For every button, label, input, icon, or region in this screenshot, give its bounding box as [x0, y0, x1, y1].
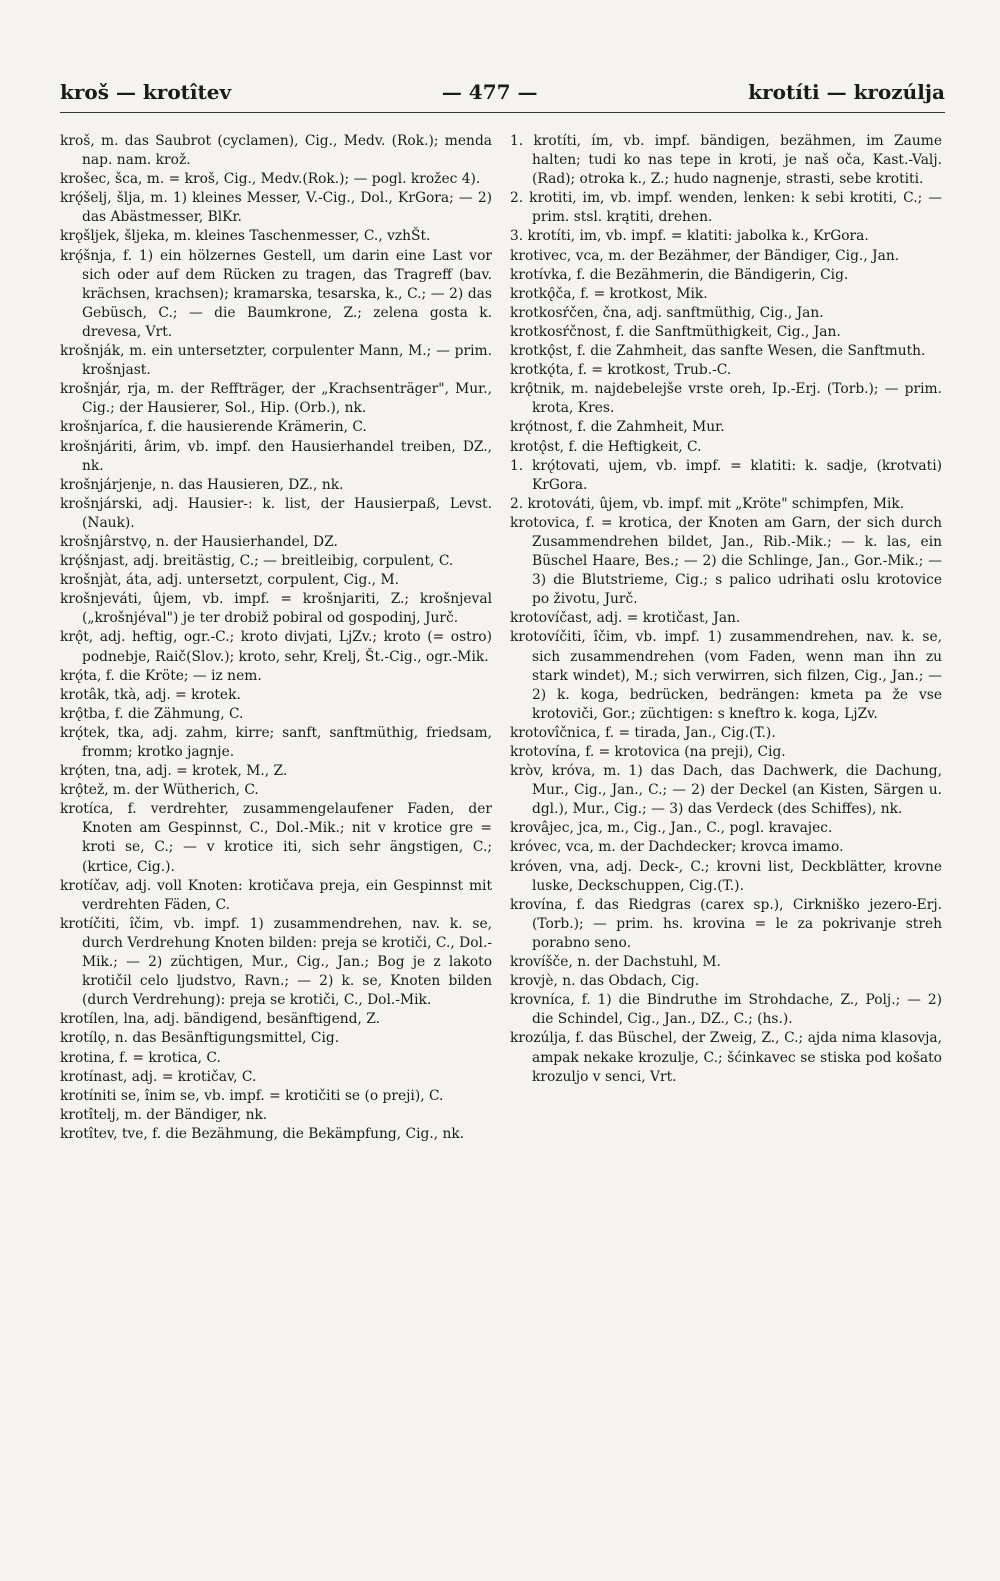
- dictionary-entry: krošnjár, rja, m. der Reffträger, der „Krachsenträger", Mur., Cig.; der Hausierer, Sol., Hip. (Orb.), nk.: [60, 381, 492, 417]
- dictionary-entry: krotovica, f. = krotica, der Knoten am Garn, der sich durch Zusammendrehen bildet, Jan., Rib.-Mik.; — k. las, ein Büschel Haare, Bes.; — 2) die Schlinge, Jan., Gor.-Mik.; — 3) die Blutstrieme, Cig.; s palico udrihati oslu krotovice po životu, Jurč.: [510, 514, 942, 608]
- dictionary-entry: krošec, šca, m. = kroš, Cig., Medv.(Rok.); — pogl. krožec 4).: [60, 171, 481, 188]
- dictionary-entry: krovâjec, jca, m., Cig., Jan., C., pogl. kravajec.: [510, 820, 833, 837]
- dictionary-entry: krovíšče, n. der Dachstuhl, M.: [510, 954, 721, 971]
- dictionary-entry: krǫ̂tba, f. die Zähmung, C.: [60, 705, 244, 722]
- dictionary-entry: krǫ́šnjast, adj. breitästig, C.; — breitleibig, corpulent, C.: [60, 553, 454, 570]
- dictionary-entry: krotkosŕčen, čna, adj. sanftmüthig, Cig., Jan.: [510, 304, 824, 321]
- dictionary-entry: krotíniti se, înim se, vb. impf. = krotičiti se (o preji), C.: [60, 1087, 444, 1104]
- dictionary-entry: 1. krǫ́tovati, ujem, vb. impf. = klatiti: k. sadje, (krotvati) KrGora.: [510, 457, 942, 493]
- dictionary-entry: krǫšljek, šljeka, m. kleines Taschenmesser, C., vzhŠt.: [60, 228, 431, 245]
- dictionary-entry: króven, vna, adj. Deck-, C.; krovni list, Deckblätter, krovne luske, Deckschuppen, Cig.(T.).: [510, 858, 942, 894]
- dictionary-entry: krotivec, vca, m. der Bezähmer, der Bändiger, Cig., Jan.: [510, 247, 900, 264]
- dictionary-entry: krovníca, f. 1) die Bindruthe im Strohdache, Z., Polj.; — 2) die Schindel, Cig., Jan., DZ., C.; (hs.).: [510, 992, 942, 1028]
- dictionary-entry: krotílǫ, n. das Besänftigungsmittel, Cig.: [60, 1030, 340, 1047]
- dictionary-entry: krošnjârstvǫ, n. der Hausierhandel, DZ.: [60, 533, 338, 550]
- dictionary-entry: krošnjárski, adj. Hausier-: k. list, der Hausierpaß, Levst.(Nauk).: [60, 495, 492, 531]
- dictionary-entry: krǫ̂tež, m. der Wütherich, C.: [60, 782, 259, 799]
- dictionary-entry: krotkosŕčnost, f. die Sanftmüthigkeit, Cig., Jan.: [510, 323, 841, 340]
- dictionary-entry: krotovína, f. = krotovica (na preji), Cig.: [510, 744, 786, 760]
- dictionary-entry: krotâk, tkà, adj. = krotek.: [60, 686, 241, 703]
- dictionary-entry: 2. krotováti, ûjem, vb. impf. mit „Kröte" schimpfen, Mik.: [510, 495, 905, 512]
- running-header: [60, 72, 945, 112]
- dictionary-entry: krǫ́ta, f. die Kröte; — iz nem.: [60, 667, 262, 684]
- dictionary-entry: krotovíčast, adj. = krotičast, Jan.: [510, 610, 741, 627]
- right-column: [510, 132, 942, 1087]
- dictionary-entry: krotíca, f. verdrehter, zusammengelaufener Faden, der Knoten am Gespinnst, C., Dol.-Mik.; nit v krotice gre = kroti se, C.; — v krotice iti, sich sehr ängstigen, C.; (krtice, Cig.).: [60, 801, 492, 875]
- dictionary-entry: krotívka, f. die Bezähmerin, die Bändigerin, Cig.: [510, 266, 849, 283]
- dictionary-entry: krotovîčnica, f. = tirada, Jan., Cig.(T.).: [510, 724, 776, 741]
- dictionary-entry: krǫ́šelj, šlja, m. 1) kleines Messer, V.-Cig., Dol., KrGora; — 2) das Abästmesser, BlKr.: [60, 190, 492, 226]
- dictionary-entry: krǫ́ten, tna, adj. = krotek, M., Z.: [60, 763, 288, 780]
- dictionary-entry: 2. krotiti, im, vb. impf. wenden, lenken: k sebi krotiti, C.; — prim. stsl. krątiti, drehen.: [510, 190, 942, 226]
- dictionary-entry: króvec, vca, m. der Dachdecker; krovca imamo.: [510, 839, 844, 856]
- header-right-guide-words: krotíti — krozúlja: [748, 80, 945, 104]
- dictionary-entry: krošnjáriti, ârim, vb. impf. den Hausierhandel treiben, DZ., nk.: [60, 438, 492, 474]
- dictionary-entry: krotíčiti, îčim, vb. impf. 1) zusammendrehen, nav. k. se, durch Verdrehung Knoten bilden: preja se krotiči, C., Dol.-Mik.; — 2) züchtigen, Mur., Cig., Jan.; Bog je z lakoto krotičil celo ljudstvo, Ravn.; — 2) k. se, Knoten bilden (durch Verdrehung): preja se krotiči, C., Dol.-Mik.: [60, 915, 492, 1009]
- header-rule: [60, 112, 945, 113]
- dictionary-entry: krǫ́tnost, f. die Zahmheit, Mur.: [510, 419, 725, 436]
- dictionary-entry: krotkǫ̂ča, f. = krotkost, Mik.: [510, 285, 708, 302]
- dictionary-entry: krošnják, m. ein untersetzter, corpulenter Mann, M.; — prim. krošnjast.: [60, 343, 492, 379]
- dictionary-entry: kròv, króva, m. 1) das Dach, das Dachwerk, die Dachung, Mur., Cig., Jan., C.; — 2) der Deckel (an Kisten, Särgen u. dgl.), Mur., Cig.; — 3) das Verdeck (des Schiffes), nk.: [510, 763, 942, 818]
- dictionary-entry: 1. krotíti, ím, vb. impf. bändigen, bezähmen, im Zaume halten; tudi ko nas tepe in kroti, je naš oča, Kast.-Valj.(Rad); otroka k., Z.; hudo nagnenje, strasti, sebe krotiti.: [510, 133, 942, 188]
- dictionary-entry: krotkǫ́ta, f. = krotkost, Trub.-C.: [510, 362, 732, 379]
- dictionary-entry: krotíčav, adj. voll Knoten: krotičava preja, ein Gespinnst mit verdrehten Fäden, C.: [60, 877, 492, 913]
- dictionary-entry: krotkǫ̂st, f. die Zahmheit, das sanfte Wesen, die Sanftmuth.: [510, 343, 926, 360]
- dictionary-entry: krǫ́tek, tka, adj. zahm, kirre; sanft, sanftmüthig, friedsam, fromm; krotko jagnje.: [60, 724, 492, 760]
- dictionary-entry: krošnjàt, áta, adj. untersetzt, corpulent, Cig., M.: [60, 572, 399, 589]
- dictionary-entry: krozúlja, f. das Büschel, der Zweig, Z., C.; ajda nima klasovja, ampak nekake krozulje, C.; šćinkavec se stiska pod košato krozuljo v senci, Vrt.: [510, 1030, 942, 1085]
- dictionary-entry: krošnjárjenje, n. das Hausieren, DZ., nk.: [60, 476, 344, 493]
- dictionary-entry: krovjè, n. das Obdach, Cig.: [510, 973, 700, 990]
- dictionary-entry: krotílen, lna, adj. bändigend, besänftigend, Z.: [60, 1011, 380, 1028]
- dictionary-entry: krotínast, adj. = krotičav, C.: [60, 1068, 257, 1085]
- dictionary-entry: krǫ́šnja, f. 1) ein hölzernes Gestell, um darin eine Last vor sich oder auf dem Rücken zu tragen, das Tragreff (bav. krächsen, krachsen); kramarska, tesarska, k., C.; — 2) das Gebüsch, C.; — die Baumkrone, Z.; zelena gosta k. drevesa, Vrt.: [60, 247, 492, 340]
- dictionary-entry: krǫ̂tnik, m. najdebelejše vrste oreh, Ip.-Erj. (Torb.); — prim. krota, Kres.: [510, 381, 942, 417]
- dictionary-entry: krotǫ̂st, f. die Heftigkeit, C.: [510, 438, 702, 455]
- dictionary-entry: krotîtelj, m. der Bändiger, nk.: [60, 1106, 268, 1123]
- dictionary-entry: kroš, m. das Saubrot (cyclamen), Cig., Medv. (Rok.); menda nap. nam. krož.: [60, 133, 492, 169]
- dictionary-entry: krošnjaríca, f. die hausierende Krämerin, C.: [60, 419, 367, 436]
- dictionary-entry: krošnjeváti, ûjem, vb. impf. = krošnjariti, Z.; krošnjeval („krošnjéval") je ter drobiž pobiral od gospodinj, Jurč.: [60, 591, 492, 627]
- left-column: [60, 132, 492, 1144]
- dictionary-entry: 3. krotíti, im, vb. impf. = klatiti: jabolka k., KrGora.: [510, 228, 869, 245]
- dictionary-entry: krǫ̂t, adj. heftig, ogr.-C.; kroto divjati, LjZv.; kroto (= ostro) podnebje, Raič(Slov.); kroto, sehr, Krelj, Št.-Cig., ogr.-Mik.: [60, 629, 492, 665]
- header-left-guide-words: kroš — krotîtev: [60, 80, 232, 104]
- dictionary-entry: krovína, f. das Riedgras (carex sp.), Cirkniško jezero-Erj.(Torb.); — prim. hs. krovina = le za pokrivanje streh porabno seno.: [510, 896, 942, 951]
- page-number: — 477 —: [441, 80, 538, 104]
- dictionary-entry: krotovíčiti, îčim, vb. impf. 1) zusammendrehen, nav. k. se, sich zusammendrehen (vom Faden, wenn man ihn zu stark windet), M.; sich verwirren, sich filzen, Cig., Jan.; — 2) k. koga, bedrücken, bedrängen: kmeta pa že vse krotoviči, Gor.; züchtigen: s kneftro k. koga, LjZv.: [510, 629, 942, 722]
- dictionary-entry: krotina, f. = krotica, C.: [60, 1049, 221, 1066]
- dictionary-entry: krotîtev, tve, f. die Bezähmung, die Bekämpfung, Cig., nk.: [60, 1125, 465, 1142]
